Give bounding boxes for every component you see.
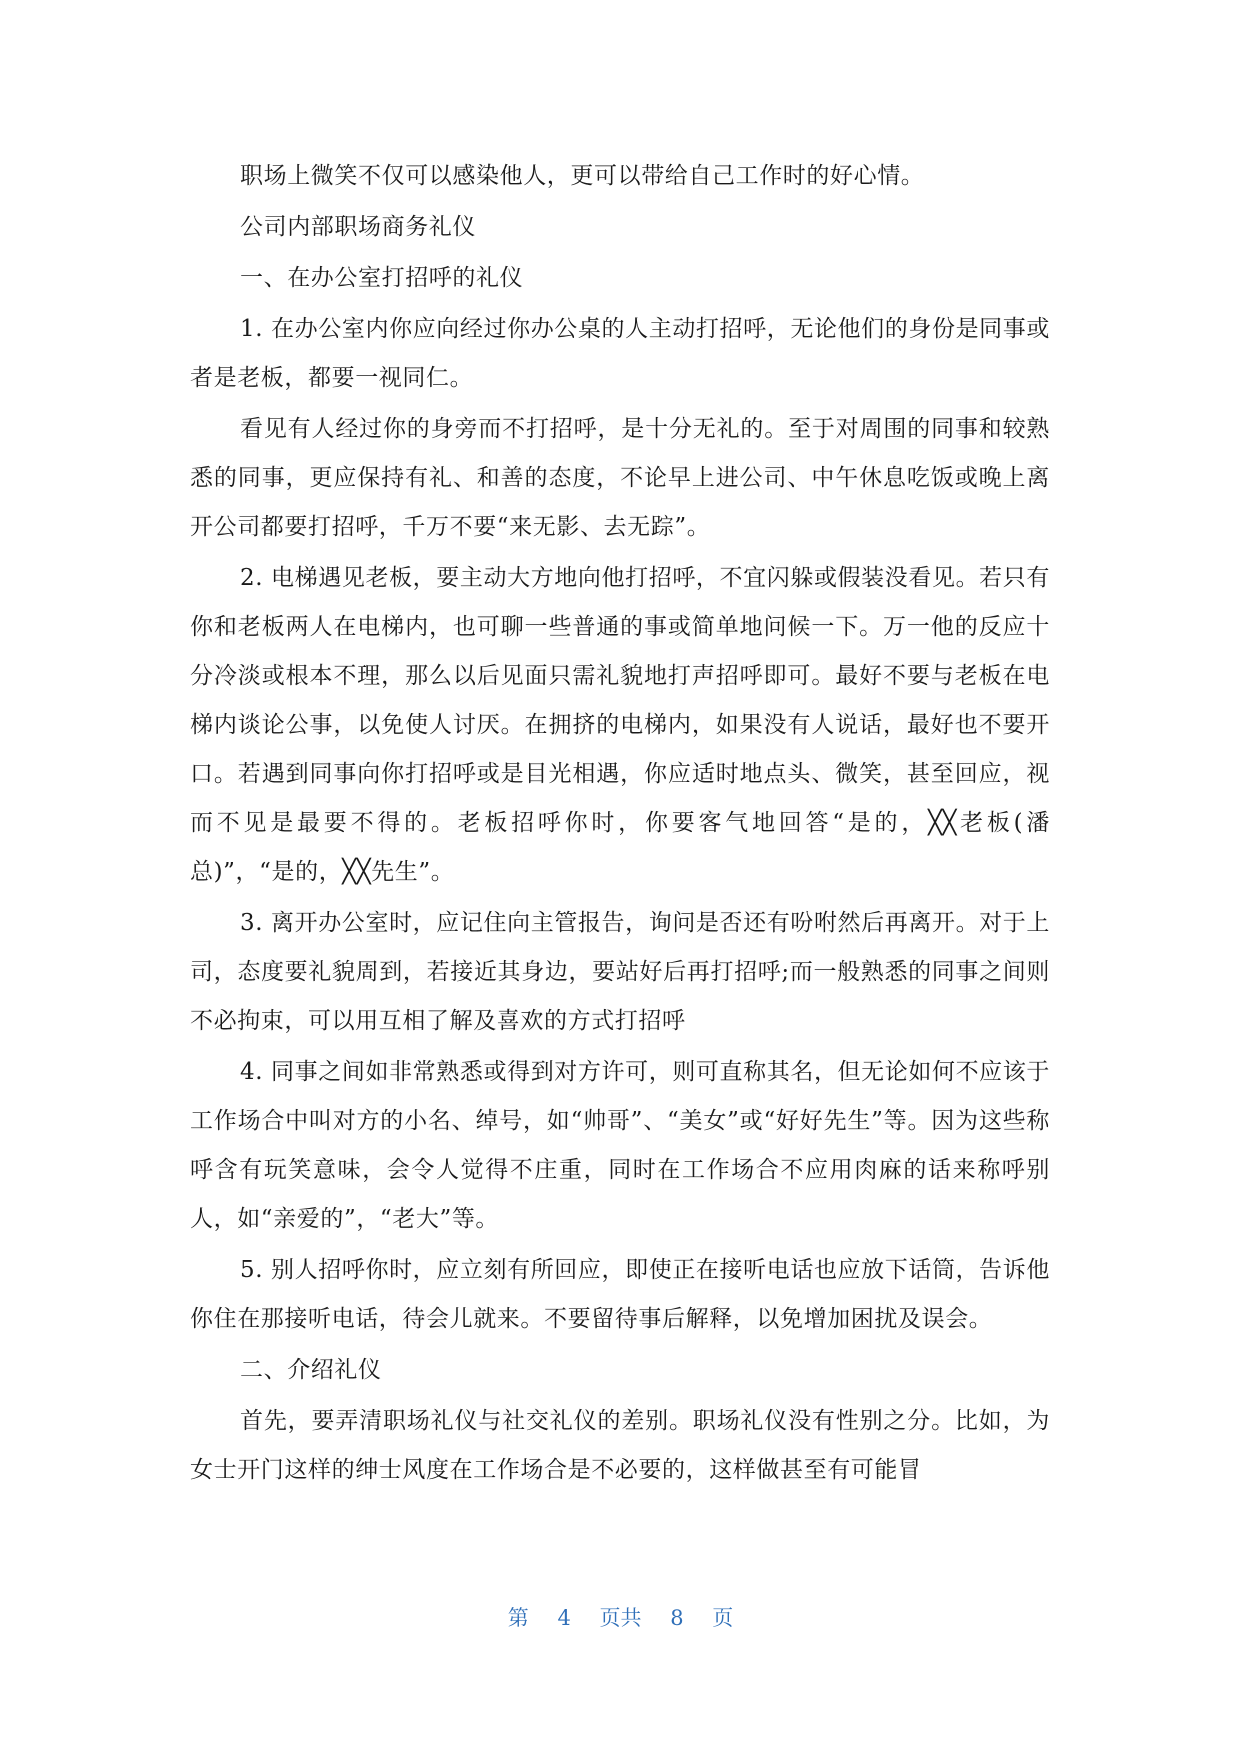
paragraph: 看见有人经过你的身旁而不打招呼，是十分无礼的。至于对周围的同事和较熟悉的同事，更应保持有礼、和善的态度，不论早上进公司、中午休息吃饭或晚上离开公司都要打招呼，千万不要“来无影、去无踪”。 <box>190 416 1050 540</box>
paragraph: 2. 电梯遇见老板，要主动大方地向他打招呼，不宜闪躲或假装没看见。若只有你和老板两人在电梯内，也可聊一些普通的事或简单地问候一下。万一他的反应十分冷淡或根本不理，那么以后见面只需礼貌地打声招呼即可。最好不要与老板在电梯内谈论公事，以免使人讨厌。在拥挤的电梯内，如果没有人说话，最好也不要开口。若遇到同事向你打招呼或是目光相遇，你应适时地点头、微笑，甚至回应，视而不见是最要不得的。老板招呼你时，你要客气地回答“是的，╳╳老板(潘总)”，“是的，╳╳先生”。 <box>190 565 1050 885</box>
paragraph: 首先，要弄清职场礼仪与社交礼仪的差别。职场礼仪没有性别之分。比如，为女士开门这样的绅士风度在工作场合是不必要的，这样做甚至有可能冒 <box>190 1408 1050 1483</box>
section-title: 公司内部职场商务礼仪 <box>240 214 476 240</box>
paragraph: 职场上微笑不仅可以感染他人，更可以带给自己工作时的好心情。 <box>240 163 925 189</box>
paragraph: 5. 别人招呼你时，应立刻有所回应，即使正在接听电话也应放下话筒，告诉他你住在那接听电话，待会儿就来。不要留待事后解释，以免增加困扰及误会。 <box>190 1257 1050 1332</box>
paragraph: 3. 离开办公室时，应记住向主管报告，询问是否还有吩咐然后再离开。对于上司，态度要礼貌周到，若接近其身边，要站好后再打招呼;而一般熟悉的同事之间则不必拘束，可以用互相了解及喜欢的方式打招呼 <box>190 910 1050 1034</box>
footer-prefix: 第 <box>507 1606 529 1630</box>
paragraph: 4. 同事之间如非常熟悉或得到对方许可，则可直称其名，但无论如何不应该于工作场合中叫对方的小名、绰号，如“帅哥”、“美女”或“好好先生”等。因为这些称呼含有玩笑意味，会令人觉得不庄重，同时在工作场合不应用肉麻的话来称呼别人，如“亲爱的”，“老大”等。 <box>190 1059 1050 1232</box>
section-heading: 二、介绍礼仪 <box>240 1357 382 1383</box>
document-body <box>190 152 1050 1495</box>
footer-current-page: 4 <box>557 1606 571 1630</box>
footer-middle: 页共 <box>599 1606 642 1630</box>
footer-suffix: 页 <box>712 1606 734 1630</box>
page-footer <box>0 1602 1241 1632</box>
section-heading: 一、在办公室打招呼的礼仪 <box>240 265 524 291</box>
paragraph: 1. 在办公室内你应向经过你办公桌的人主动打招呼，无论他们的身份是同事或者是老板，都要一视同仁。 <box>190 316 1050 391</box>
footer-total-pages: 8 <box>670 1606 684 1630</box>
